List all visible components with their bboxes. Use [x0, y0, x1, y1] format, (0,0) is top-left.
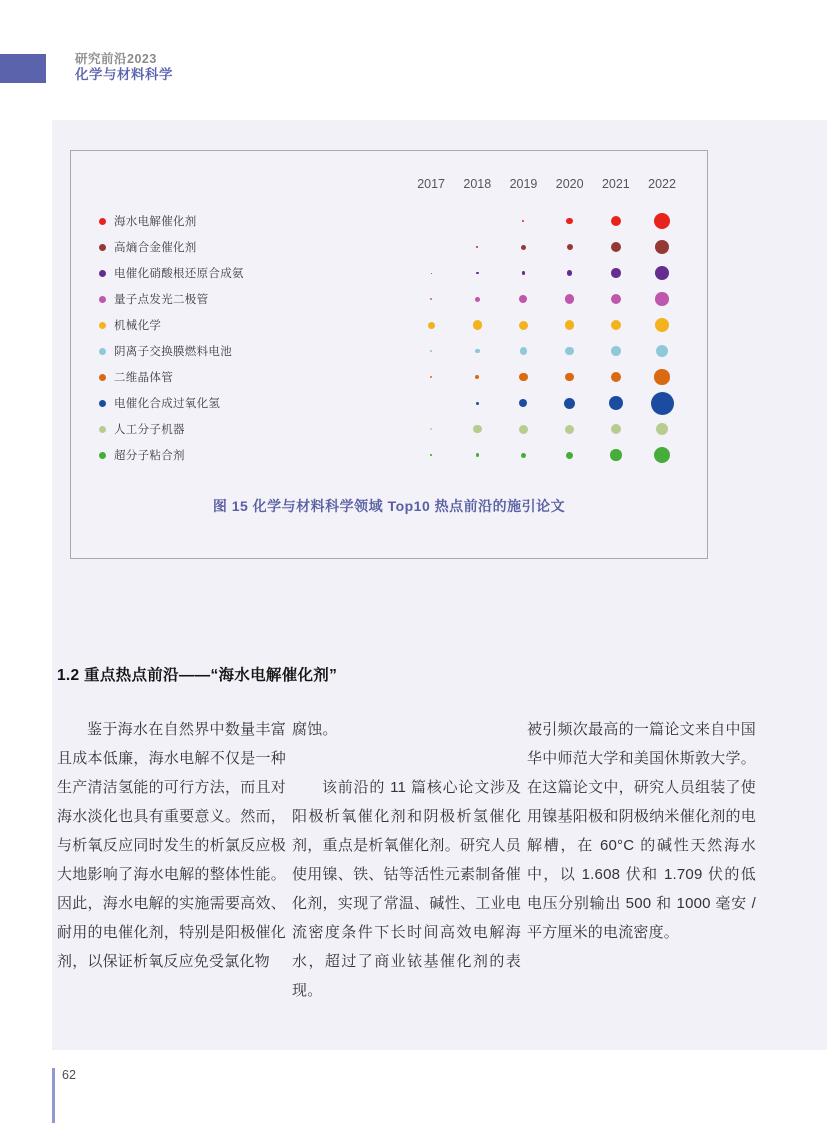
- data-bubble: [565, 347, 574, 356]
- data-bubble: [428, 322, 435, 329]
- bubble-cell: [500, 416, 546, 442]
- bubble-cell: [639, 364, 685, 390]
- bubble-cell: [408, 286, 454, 312]
- year-label: 2020: [555, 177, 584, 191]
- data-bubble: [611, 424, 621, 434]
- content-panel: [52, 120, 827, 1050]
- page-number: 62: [62, 1068, 76, 1082]
- bubble-cell: [547, 260, 593, 286]
- data-bubble: [473, 320, 483, 330]
- data-bubble: [565, 294, 575, 304]
- bubble-cell: [408, 234, 454, 260]
- data-bubble: [611, 242, 621, 252]
- bubble-cell: [454, 286, 500, 312]
- footer-accent-bar: [52, 1068, 55, 1123]
- bubble-cell: [454, 260, 500, 286]
- legend-dot-icon: [99, 270, 106, 277]
- article-columns: [57, 715, 757, 1005]
- paragraph: 该前沿的 11 篇核心论文涉及阳极析氧催化剂和阴极析氢催化剂，重点是析氧催化剂。研究人员使用镍、铁、钴等活性元素制备催化剂，实现了常温、碱性、工业电流密度条件下长时间高效电解海水，超过了商业铱基催化剂的表现。: [292, 779, 521, 999]
- data-bubble: [519, 399, 527, 407]
- data-bubble: [522, 271, 526, 275]
- series-label: 人工分子机器: [114, 424, 185, 436]
- chart-rows: [71, 208, 707, 468]
- data-bubble: [476, 272, 479, 275]
- paragraph: 被引频次最高的一篇论文来自中国华中师范大学和美国休斯敦大学。在这篇论文中，研究人员组装了使用镍基阳极和阴极纳米催化剂的电解槽，在 60°C 的碱性天然海水中，以 1.608 伏和 1.709 伏的低电压分别输出 500 和 1000 毫安 / 平方厘米的电流密度。: [527, 721, 756, 941]
- data-bubble: [475, 297, 480, 302]
- bubble-cell: [454, 312, 500, 338]
- data-bubble: [473, 425, 482, 434]
- bubble-cell: [639, 338, 685, 364]
- bubble-cell: [500, 234, 546, 260]
- data-bubble: [655, 240, 670, 255]
- chart-row: [71, 312, 707, 338]
- bubble-cell: [454, 364, 500, 390]
- year-label: 2022: [648, 177, 676, 191]
- series-label: 量子点发光二极管: [114, 294, 209, 306]
- bubble-cell: [500, 364, 546, 390]
- data-bubble: [430, 298, 432, 300]
- paragraph: 鉴于海水在自然界中数量丰富且成本低廉，海水电解不仅是一种生产清洁氢能的可行方法，而且对海水淡化也具有重要意义。然而，与析氧反应同时发生的析氯反应极大地影响了海水电解的整体性能。因此，海水电解的实施需要高效、耐用的电催化剂，特别是阳极催化剂，以保证析氧反应免受氯化物: [57, 721, 286, 970]
- bubble-cell: [408, 390, 454, 416]
- data-bubble: [521, 453, 526, 458]
- data-bubble: [519, 321, 528, 330]
- legend-dot-icon: [99, 400, 106, 407]
- data-bubble: [476, 453, 480, 457]
- series-label: 机械化学: [114, 320, 162, 332]
- bubble-cell: [454, 416, 500, 442]
- data-bubble: [656, 423, 669, 436]
- series-legend: [71, 369, 408, 385]
- bubble-cell: [454, 234, 500, 260]
- data-bubble: [430, 428, 432, 430]
- data-bubble: [567, 270, 573, 276]
- legend-dot-icon: [99, 218, 106, 225]
- data-bubble: [654, 369, 670, 385]
- legend-dot-icon: [99, 374, 106, 381]
- data-bubble: [475, 375, 479, 379]
- data-bubble: [656, 345, 669, 358]
- bubble-cell: [408, 312, 454, 338]
- series-legend: [71, 317, 408, 333]
- series-label: 超分子粘合剂: [114, 450, 185, 462]
- bubble-cell: [500, 390, 546, 416]
- data-bubble: [611, 372, 622, 383]
- bubble-cell: [547, 442, 593, 468]
- data-bubble: [519, 373, 528, 382]
- text-column-2: [292, 715, 521, 1005]
- bubble-cell: [454, 208, 500, 234]
- data-bubble: [611, 268, 621, 278]
- series-legend: [71, 395, 408, 411]
- year-label: 2019: [509, 177, 538, 191]
- bubble-cell: [593, 286, 639, 312]
- brand-color-block: [0, 54, 46, 83]
- bubble-cell: [639, 208, 685, 234]
- data-bubble: [519, 295, 527, 303]
- bubble-cell: [454, 338, 500, 364]
- chart-row: [71, 234, 707, 260]
- bubble-cell: [593, 442, 639, 468]
- bubble-cell: [454, 390, 500, 416]
- data-bubble: [611, 320, 622, 331]
- bubble-cell: [547, 208, 593, 234]
- bubble-cell: [500, 442, 546, 468]
- data-bubble: [522, 220, 524, 222]
- chart-row: [71, 208, 707, 234]
- data-bubble: [565, 320, 575, 330]
- bubble-cell: [500, 208, 546, 234]
- bubble-cell: [547, 312, 593, 338]
- data-bubble: [431, 273, 432, 274]
- data-bubble: [611, 294, 622, 305]
- data-bubble: [610, 449, 622, 461]
- bubble-cell: [408, 260, 454, 286]
- legend-dot-icon: [99, 348, 106, 355]
- data-bubble: [611, 216, 622, 227]
- data-bubble: [520, 347, 528, 355]
- legend-dot-icon: [99, 244, 106, 251]
- chart-row: [71, 390, 707, 416]
- series-legend: [71, 239, 408, 255]
- bubble-cell: [454, 442, 500, 468]
- data-bubble: [655, 266, 670, 281]
- bubble-cell: [500, 286, 546, 312]
- bubble-cell: [500, 312, 546, 338]
- bubble-cell: [547, 234, 593, 260]
- chart-row: [71, 260, 707, 286]
- data-bubble: [566, 218, 573, 225]
- data-bubble: [475, 349, 480, 354]
- bubble-cell: [639, 286, 685, 312]
- legend-dot-icon: [99, 296, 106, 303]
- bubble-cell: [593, 260, 639, 286]
- data-bubble: [611, 346, 621, 356]
- chart-row: [71, 286, 707, 312]
- series-label: 阴离子交换膜燃料电池: [114, 346, 232, 358]
- bubble-cell: [639, 442, 685, 468]
- chart-row: [71, 364, 707, 390]
- figure-15-bubble-chart: [70, 150, 708, 559]
- data-bubble: [651, 392, 674, 415]
- series-legend: [71, 421, 408, 437]
- paragraph: 腐蚀。: [292, 721, 338, 738]
- bubble-cell: [547, 338, 593, 364]
- data-bubble: [564, 398, 575, 409]
- series-label: 海水电解催化剂: [114, 216, 197, 228]
- bubble-cell: [408, 416, 454, 442]
- series-label: 高熵合金催化剂: [114, 242, 197, 254]
- bubble-cell: [500, 260, 546, 286]
- bubble-cell: [547, 390, 593, 416]
- data-bubble: [430, 350, 432, 352]
- series-label: 二维晶体管: [114, 372, 173, 384]
- bubble-cell: [547, 286, 593, 312]
- data-bubble: [609, 396, 624, 411]
- bubble-cell: [500, 338, 546, 364]
- bubble-cell: [547, 364, 593, 390]
- page-header: [75, 51, 173, 83]
- data-bubble: [476, 402, 479, 405]
- bubble-cell: [593, 364, 639, 390]
- data-bubble: [430, 376, 433, 379]
- year-label: 2017: [417, 177, 445, 191]
- bubble-cell: [593, 208, 639, 234]
- chart-row: [71, 416, 707, 442]
- bubble-cell: [593, 234, 639, 260]
- data-bubble: [430, 454, 432, 456]
- series-legend: [71, 265, 408, 281]
- bubble-cell: [408, 442, 454, 468]
- bubble-cell: [593, 416, 639, 442]
- bubble-cell: [639, 312, 685, 338]
- data-bubble: [476, 246, 478, 248]
- data-bubble: [521, 245, 526, 250]
- figure-caption: 图 15 化学与材料科学领域 Top10 热点前沿的施引论文: [212, 498, 566, 514]
- series-label: 电催化合成过氧化氢: [114, 398, 221, 410]
- bubble-cell: [639, 416, 685, 442]
- chapter-title: 化学与材料科学: [75, 67, 173, 82]
- series-legend: [71, 447, 408, 463]
- bubble-cell: [408, 338, 454, 364]
- data-bubble: [654, 213, 671, 230]
- legend-dot-icon: [99, 426, 106, 433]
- year-label: 2021: [601, 177, 630, 191]
- legend-dot-icon: [99, 452, 106, 459]
- data-bubble: [565, 373, 574, 382]
- report-title: 研究前沿2023: [75, 52, 157, 66]
- bubble-cell: [408, 364, 454, 390]
- bubble-cell: [593, 390, 639, 416]
- data-bubble: [519, 425, 528, 434]
- bubble-cell: [593, 312, 639, 338]
- text-column-3: [527, 715, 756, 1005]
- data-bubble: [655, 292, 669, 306]
- data-bubble: [566, 452, 573, 459]
- series-label: 电催化硝酸根还原合成氨: [114, 268, 244, 280]
- bubble-cell: [547, 416, 593, 442]
- year-label: 2018: [463, 177, 492, 191]
- bubble-cell: [593, 338, 639, 364]
- series-legend: [71, 291, 408, 307]
- chart-row: [71, 338, 707, 364]
- legend-dot-icon: [99, 322, 106, 329]
- series-legend: [71, 213, 408, 229]
- data-bubble: [654, 447, 670, 463]
- bubble-cell: [639, 260, 685, 286]
- series-legend: [71, 343, 408, 359]
- section-heading: 1.2 重点热点前沿——“海水电解催化剂”: [57, 667, 338, 684]
- bubble-cell: [639, 390, 685, 416]
- chart-year-header: [408, 177, 707, 191]
- bubble-cell: [408, 208, 454, 234]
- chart-row: [71, 442, 707, 468]
- bubble-cell: [639, 234, 685, 260]
- data-bubble: [567, 244, 573, 250]
- text-column-1: [57, 715, 286, 1005]
- data-bubble: [565, 425, 574, 434]
- data-bubble: [655, 318, 670, 333]
